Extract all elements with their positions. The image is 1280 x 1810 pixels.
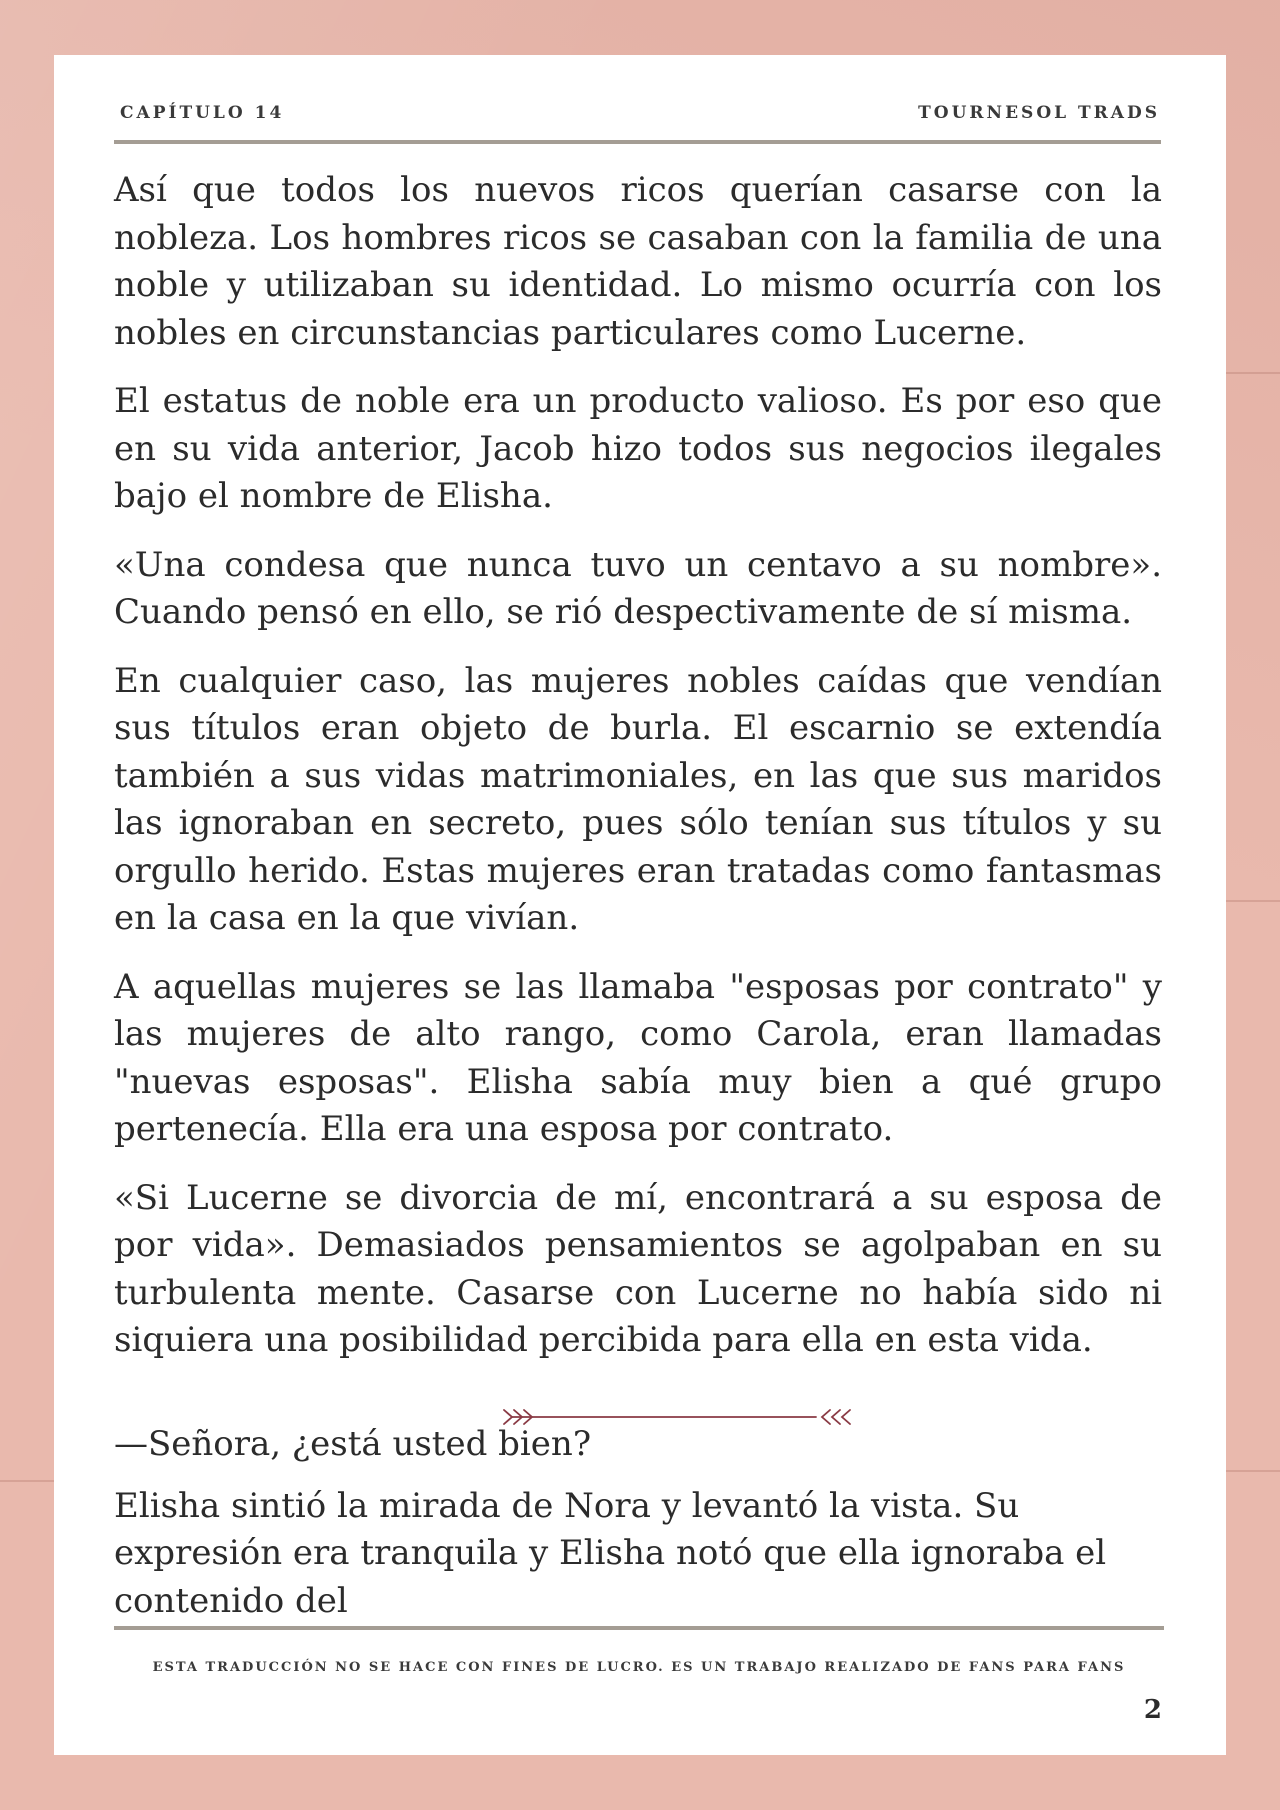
paragraph: El estatus de noble era un producto valioso. Es por eso que en su vida anterior, Jacob hizo todos sus negocios ilegales bajo el nombre de Elisha. — [114, 381, 1162, 516]
chapter-label: CAPÍTULO 14 — [120, 103, 285, 123]
paper-fold-line — [0, 1480, 54, 1482]
header-divider — [114, 140, 1161, 144]
footer-divider — [114, 1626, 1164, 1630]
document-page — [54, 55, 1226, 1755]
body-text — [114, 167, 1162, 1386]
paragraph: «Si Lucerne se divorcia de mí, encontrará a su esposa de por vida». Demasiados pensamientos se agolpaban en su turbulenta mente. Casarse con Lucerne no había sido ni siquiera una posibilidad percibida para ella en esta vida. — [114, 1177, 1162, 1360]
paper-fold-line — [1225, 900, 1280, 902]
page-number: 2 — [1143, 1695, 1162, 1725]
group-label: TOURNESOL TRADS — [918, 103, 1160, 123]
paragraph: Elisha sintió la mirada de Nora y levantó la vista. Su expresión era tranquila y Elisha notó que ella ignoraba el contenido del — [114, 1485, 1107, 1621]
body-text-continued — [114, 1421, 1162, 1639]
paper-fold-line — [1225, 1470, 1280, 1472]
footer-disclaimer: ESTA TRADUCCIÓN NO SE HACE CON FINES DE LUCRO. ES UN TRABAJO REALIZADO DE FANS PARA FANS — [152, 1660, 1126, 1675]
paragraph: Así que todos los nuevos ricos querían casarse con la nobleza. Los hombres ricos se casaban con la familia de una noble y utilizaban su identidad. Lo mismo ocurría con los nobles en circunstancias particulares como Lucerne. — [114, 170, 1162, 353]
paragraph: En cualquier caso, las mujeres nobles caídas que vendían sus títulos eran objeto de burla. El escarnio se extendía también a sus vidas matrimoniales, en las que sus maridos las ignoraban en secreto, pues sólo tenían sus títulos y su orgullo herido. Estas mujeres eran tratadas como fantasmas en la casa en la que vivían. — [114, 660, 1162, 938]
page-header — [120, 103, 1160, 123]
paper-fold-line — [1225, 372, 1280, 374]
dialogue-line: —Señora, ¿está usted bien? — [114, 1424, 592, 1464]
paragraph: A aquellas mujeres se las llamaba "esposas por contrato" y las mujeres de alto rango, como Carola, eran llamadas "nuevas esposas". Elisha sabía muy bien a qué grupo pertenecía. Ella era una esposa por contrato. — [114, 966, 1162, 1149]
paragraph: «Una condesa que nunca tuvo un centavo a su nombre». Cuando pensó en ello, se rió despectivamente de sí misma. — [114, 544, 1162, 632]
